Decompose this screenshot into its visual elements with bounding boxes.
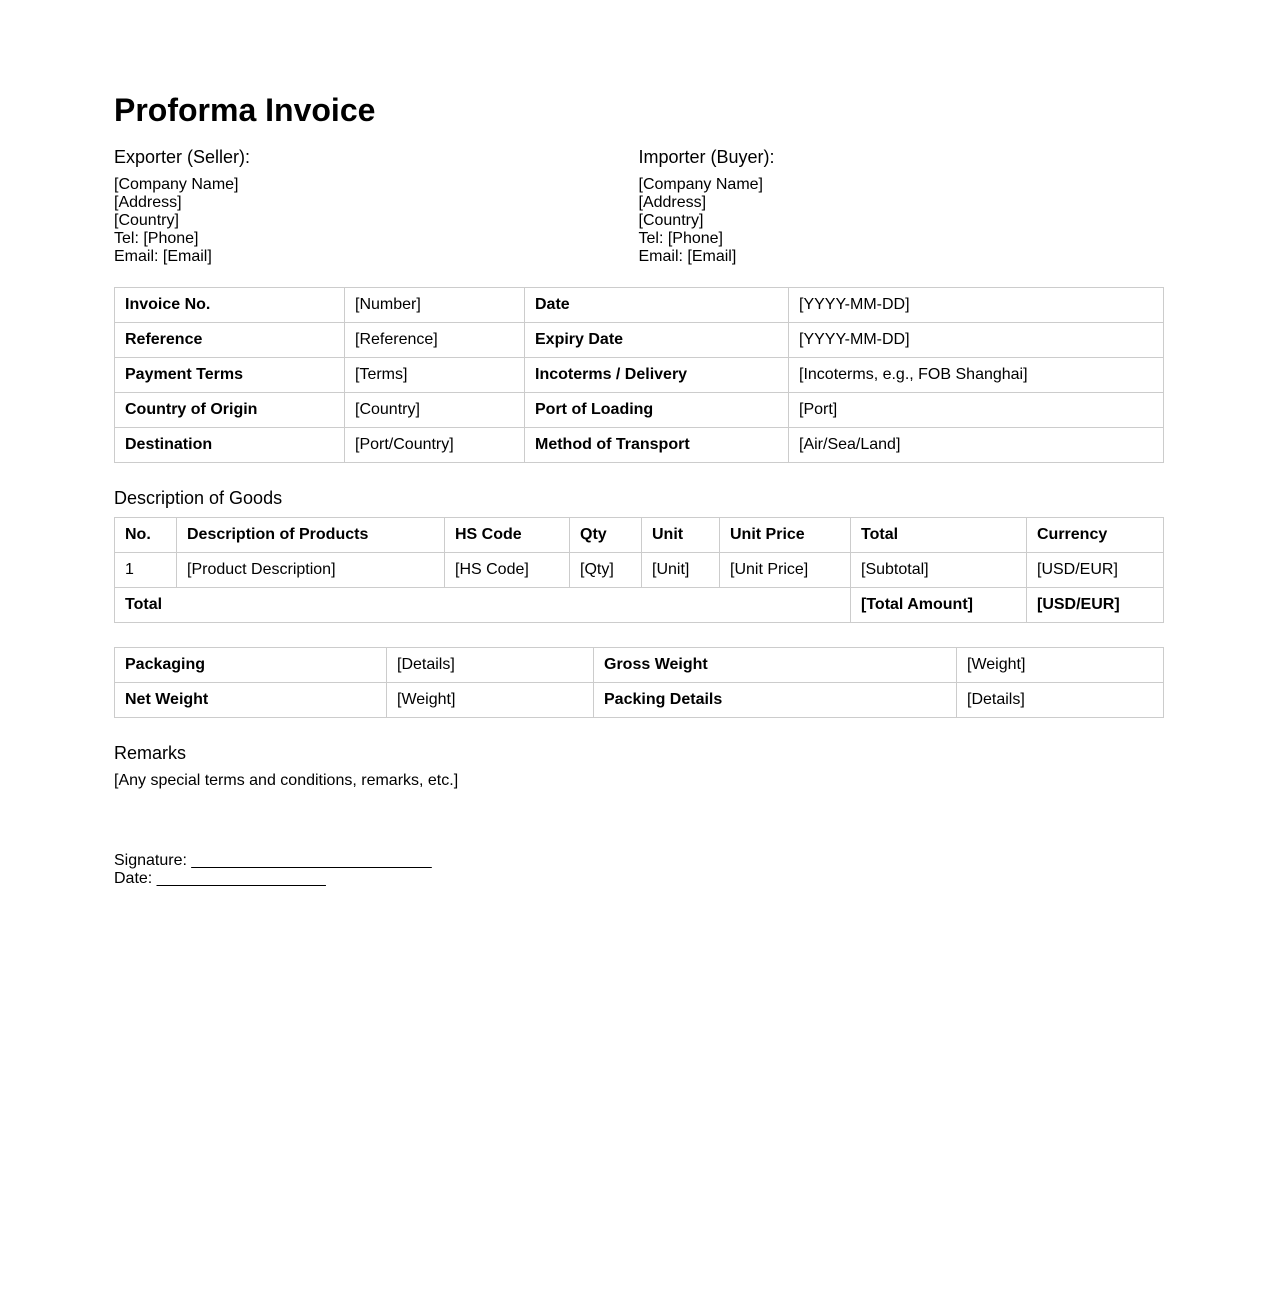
table-cell: [Product Description] (177, 553, 445, 588)
importer-block (639, 146, 1164, 266)
exporter-heading: Exporter (Seller): (114, 147, 251, 167)
field-value: [Port] (789, 393, 1164, 428)
invoice-info-table (114, 287, 1164, 463)
parties (114, 146, 1163, 266)
packing-row (115, 648, 1164, 683)
field-value: [Weight] (387, 683, 594, 718)
table-cell: [Unit Price] (720, 553, 851, 588)
info-row (115, 428, 1164, 463)
goods-heading: Description of Goods (114, 488, 283, 508)
field-value: [Country] (345, 393, 525, 428)
column-header: Currency (1027, 518, 1164, 553)
column-header: HS Code (445, 518, 570, 553)
packing-row (115, 683, 1164, 718)
total-label: Total (115, 588, 851, 623)
importer-heading: Importer (Buyer): (638, 147, 775, 167)
field-label: Payment Terms (115, 358, 345, 393)
total-currency: [USD/EUR] (1027, 588, 1164, 623)
importer-email: Email: [Email] (638, 248, 737, 265)
exporter-block (114, 146, 639, 266)
importer-phone: Tel: [Phone] (638, 230, 723, 247)
goods-header-row (115, 518, 1164, 553)
table-cell: [Qty] (570, 553, 642, 588)
table-cell: [USD/EUR] (1027, 553, 1164, 588)
column-header: No. (115, 518, 177, 553)
exporter-phone: Tel: [Phone] (114, 230, 199, 247)
field-value: [Terms] (345, 358, 525, 393)
remarks-text: [Any special terms and conditions, remarks, etc.] (114, 772, 459, 789)
table-cell: 1 (115, 553, 177, 588)
column-header: Description of Products (177, 518, 445, 553)
column-header: Unit Price (720, 518, 851, 553)
field-value: [Details] (387, 648, 594, 683)
field-value: [Details] (957, 683, 1164, 718)
goods-table (114, 517, 1164, 623)
importer-address: [Address] (638, 194, 707, 211)
total-amount: [Total Amount] (851, 588, 1027, 623)
table-cell: [Unit] (642, 553, 720, 588)
info-row (115, 323, 1164, 358)
field-label: Packaging (115, 648, 387, 683)
field-label: Gross Weight (594, 648, 957, 683)
remarks-heading: Remarks (114, 743, 187, 763)
column-header: Total (851, 518, 1027, 553)
field-label: Invoice No. (115, 288, 345, 323)
field-label: Port of Loading (525, 393, 789, 428)
table-cell: [Subtotal] (851, 553, 1027, 588)
column-header: Unit (642, 518, 720, 553)
exporter-email: Email: [Email] (114, 248, 212, 265)
signature-block (114, 852, 1163, 888)
field-label: Country of Origin (115, 393, 345, 428)
invoice-page (114, 88, 1163, 888)
importer-company: [Company Name] (638, 176, 763, 193)
exporter-company: [Company Name] (114, 176, 239, 193)
field-value: [Number] (345, 288, 525, 323)
exporter-country: [Country] (114, 212, 179, 229)
field-label: Net Weight (115, 683, 387, 718)
field-label: Incoterms / Delivery (525, 358, 789, 393)
goods-total-row (115, 588, 1164, 623)
field-label: Method of Transport (525, 428, 789, 463)
field-value: [YYYY-MM-DD] (789, 288, 1164, 323)
date-line: Date: ___________________ (114, 870, 326, 887)
field-label: Expiry Date (525, 323, 789, 358)
info-row (115, 288, 1164, 323)
packing-table (114, 647, 1164, 718)
field-value: [YYYY-MM-DD] (789, 323, 1164, 358)
page-title: Proforma Invoice (114, 92, 376, 128)
importer-country: [Country] (638, 212, 704, 229)
info-row (115, 393, 1164, 428)
field-label: Destination (115, 428, 345, 463)
field-value: [Reference] (345, 323, 525, 358)
field-label: Packing Details (594, 683, 957, 718)
table-cell: [HS Code] (445, 553, 570, 588)
field-label: Date (525, 288, 789, 323)
signature-line: Signature: ___________________________ (114, 852, 432, 869)
field-value: [Weight] (957, 648, 1164, 683)
field-value: [Incoterms, e.g., FOB Shanghai] (789, 358, 1164, 393)
column-header: Qty (570, 518, 642, 553)
table-row (115, 553, 1164, 588)
field-value: [Air/Sea/Land] (789, 428, 1164, 463)
exporter-address: [Address] (114, 194, 182, 211)
info-row (115, 358, 1164, 393)
field-value: [Port/Country] (345, 428, 525, 463)
field-label: Reference (115, 323, 345, 358)
